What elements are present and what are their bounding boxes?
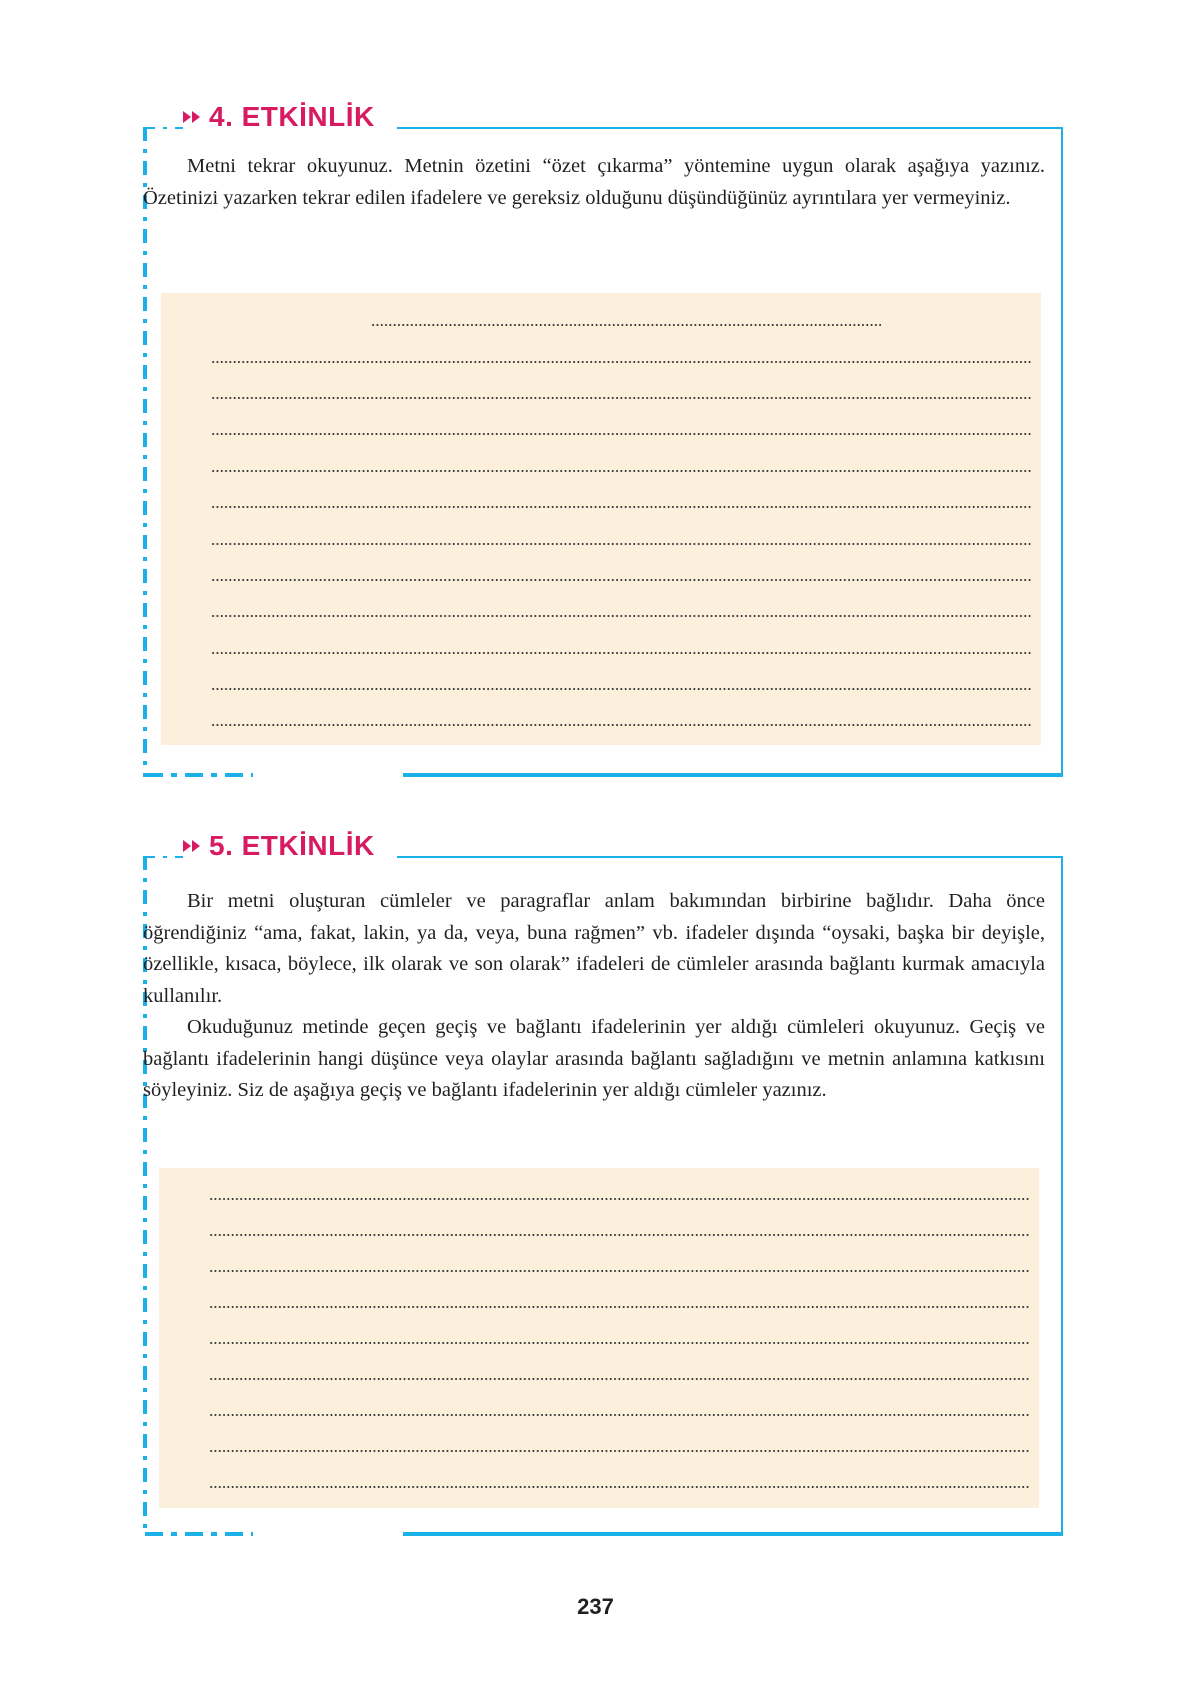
double-arrow-icon bbox=[183, 111, 201, 123]
answer-line bbox=[211, 470, 1031, 472]
instruction-paragraph: Bir metni oluşturan cümleler ve paragraflar anlam bakımından birbirine bağlıdır. Daha önce öğrendiğiniz “ama, fakat, lakin, ya da, veya, buna rağmen” vb. ifadeler dışında “oysaki, başka bir deyişle, özellikle, kısaca, böylece, ilk olarak ve son olarak” ifadeleri de cümleler arasında bağlantı kurmak amacıyla kullanılır. bbox=[143, 890, 1045, 1007]
activity-4 bbox=[143, 101, 1063, 777]
answer-area[interactable] bbox=[159, 1168, 1039, 1508]
answer-line bbox=[209, 1414, 1029, 1416]
answer-line bbox=[211, 433, 1031, 435]
answer-area[interactable] bbox=[161, 293, 1041, 745]
activity-title: 5. ETKİNLİK bbox=[209, 830, 375, 861]
double-arrow-icon bbox=[183, 840, 201, 852]
answer-line bbox=[209, 1342, 1029, 1344]
instruction-paragraph: Metni tekrar okuyunuz. Metnin özetini “özet çıkarma” yöntemine uygun olarak aşağıya yazınız. Özetinizi yazarken tekrar edilen ifadelere ve gereksiz olduğunu düşündüğünüz ayrıntılara yer vermeyiniz. bbox=[143, 155, 1045, 209]
instruction-paragraph: Okuduğunuz metinde geçen geçiş ve bağlantı ifadelerinin yer aldığı cümleleri okuyunuz. Geçiş ve bağlantı ifadelerinin hangi düşünce veya olaylar arasında bağlantı sağladığını ve metnin anlamına katkısını söyleyiniz. Siz de aşağıya geçiş ve bağlantı ifadelerinin yer aldığı cümleler yazınız. bbox=[143, 1016, 1045, 1101]
answer-line bbox=[209, 1270, 1029, 1272]
answer-line bbox=[209, 1198, 1029, 1200]
answer-line bbox=[209, 1306, 1029, 1308]
activity-instructions bbox=[143, 886, 1045, 1107]
answer-line bbox=[211, 688, 1031, 690]
activity-5 bbox=[143, 830, 1063, 1536]
page-number: 237 bbox=[577, 1594, 614, 1619]
answer-line bbox=[211, 579, 1031, 581]
answer-line bbox=[211, 361, 1031, 363]
activity-title: 4. ETKİNLİK bbox=[209, 101, 375, 132]
answer-line bbox=[209, 1234, 1029, 1236]
activity-instructions bbox=[143, 151, 1045, 214]
answer-line bbox=[211, 724, 1031, 726]
answer-line bbox=[211, 543, 1031, 545]
answer-line bbox=[211, 397, 1031, 399]
title-line bbox=[371, 324, 881, 326]
answer-line bbox=[209, 1378, 1029, 1380]
answer-line bbox=[209, 1486, 1029, 1488]
answer-line bbox=[209, 1450, 1029, 1452]
answer-line bbox=[211, 506, 1031, 508]
answer-line bbox=[211, 652, 1031, 654]
answer-line bbox=[211, 615, 1031, 617]
